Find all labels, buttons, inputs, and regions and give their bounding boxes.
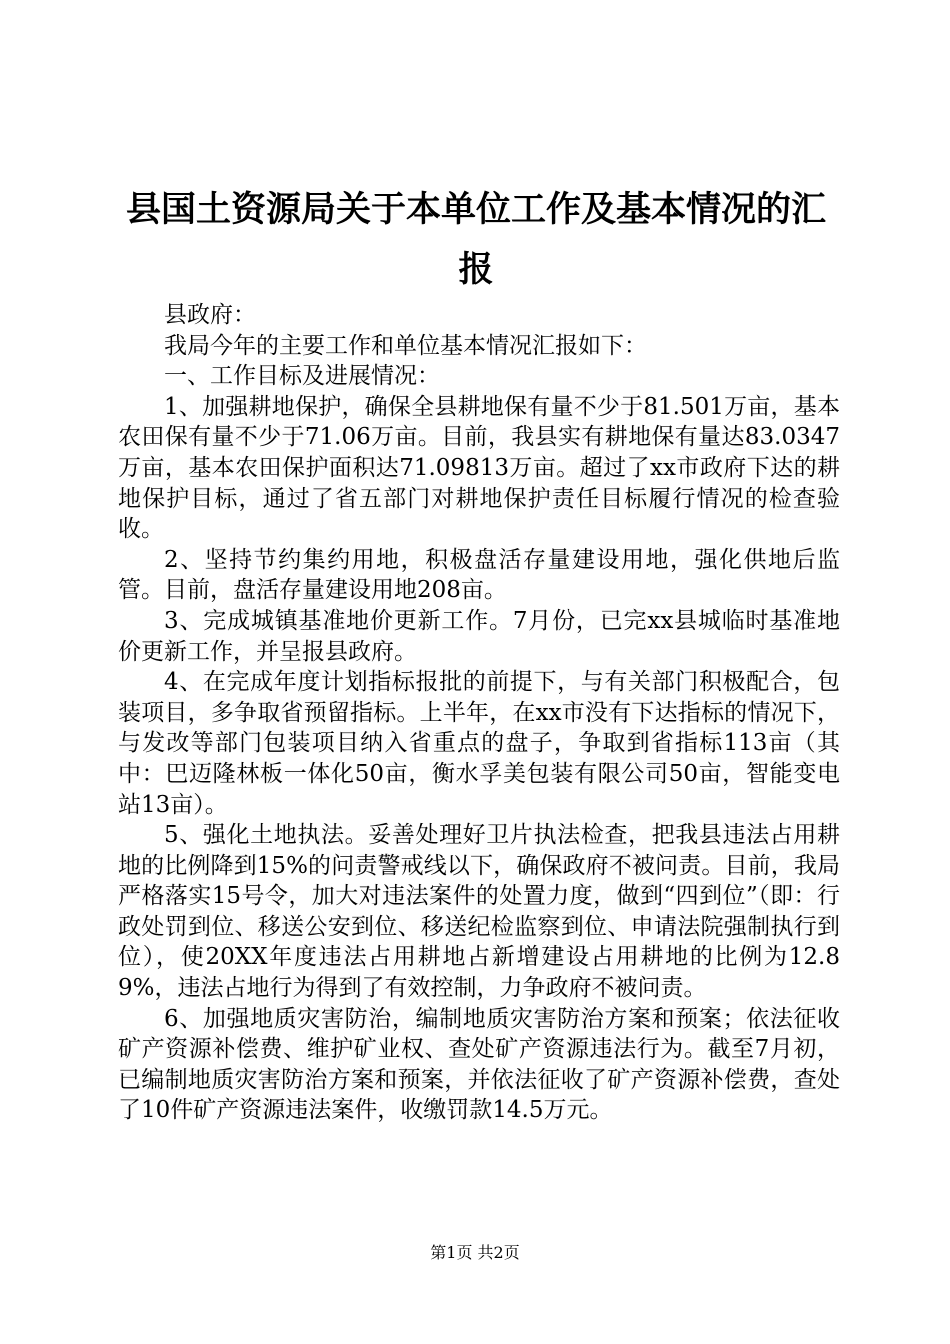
- paragraph-intro: 我局今年的主要工作和单位基本情况汇报如下：: [164, 332, 647, 359]
- document-title: 县国土资源局关于本单位工作及基本情况的汇报: [125, 189, 826, 290]
- paragraph-item-6: 6、加强地质灾害防治，编制地质灾害防治方案和预案；依法征收矿产资源补偿费、维护矿业权、查处矿产资源违法行为。截至7月初，已编制地质灾害防治方案和预案，并依法征收了矿产资源补偿费，查处了10件矿产资源违法案件，收缴罚款14.5万元。: [118, 1005, 840, 1124]
- paragraph-item-5: 5、强化土地执法。妥善处理好卫片执法检查，把我县违法占用耕地的比例降到15%的问责警戒线以下，确保政府不被问责。目前，我局严格落实15号令，加大对违法案件的处置力度，做到“四到位”（即：行政处罚到位、移送公安到位、移送纪检监察到位、申请法院强制执行到位），使20XX年度违法占用耕地占新增建设占用耕地的比例为12.89%，违法占地行为得到了有效控制，力争政府不被问责。: [118, 822, 840, 1002]
- document-body: [118, 300, 840, 1126]
- salutation: 县政府：: [164, 302, 256, 328]
- paragraph-item-3: 3、完成城镇基准地价更新工作。7月份，已完xx县城临时基准地价更新工作，并呈报县政府。: [118, 607, 840, 665]
- page-number-footer: 第1页 共2页: [430, 1243, 520, 1262]
- paragraph-item-1: 1、加强耕地保护，确保全县耕地保有量不少于81.501万亩，基本农田保有量不少于71.06万亩。目前，我县实有耕地保有量达83.0347万亩，基本农田保护面积达71.09813万亩。超过了xx市政府下达的耕地保护目标，通过了省五部门对耕地保护责任目标履行情况的检查验收。: [118, 393, 840, 543]
- paragraph-item-2: 2、坚持节约集约用地，积极盘活存量建设用地，强化供地后监管。目前，盘活存量建设用地208亩。: [118, 546, 840, 604]
- paragraph-item-4: 4、在完成年度计划指标报批的前提下，与有关部门积极配合，包装项目，多争取省预留指标。上半年，在xx市没有下达指标的情况下，与发改等部门包装项目纳入省重点的盘子，争取到省指标113亩（其中：巴迈隆林板一体化50亩，衡水孚美包装有限公司50亩，智能变电站13亩）。: [118, 669, 840, 818]
- section-heading: 一、工作目标及进展情况：: [164, 363, 440, 390]
